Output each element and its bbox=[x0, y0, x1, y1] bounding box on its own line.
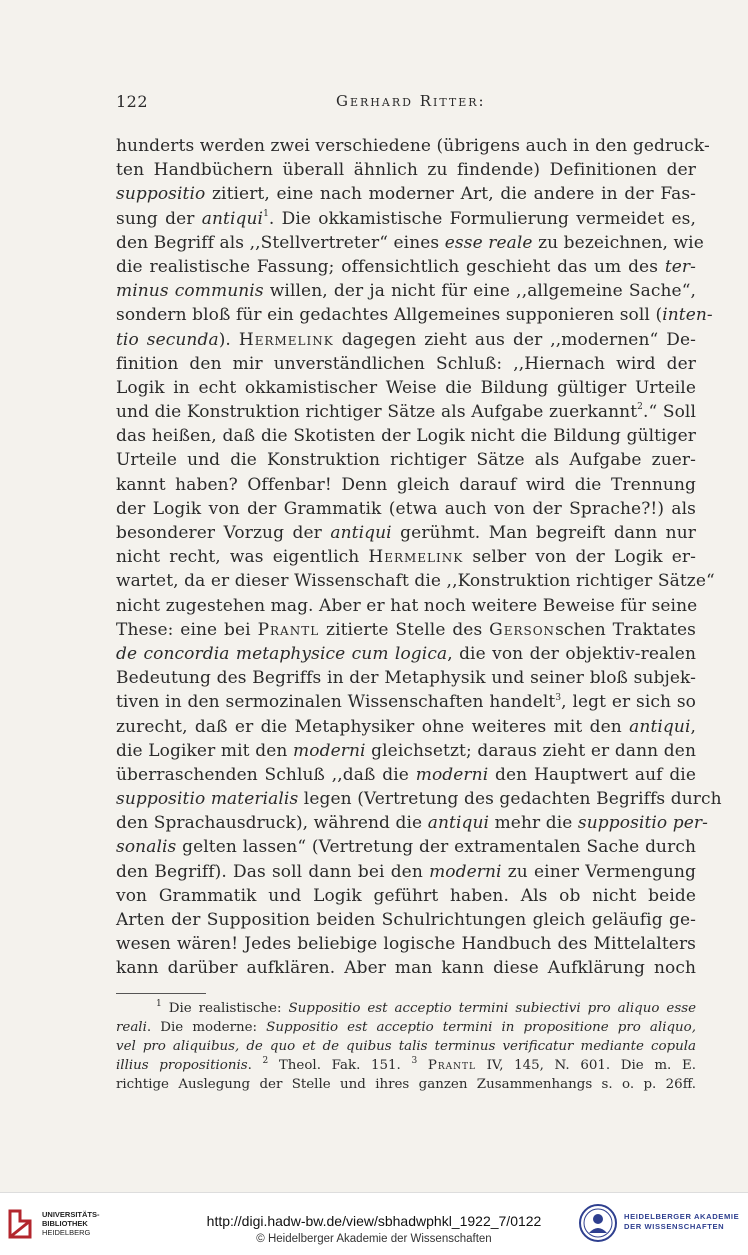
text-run: . Die okkamistische Formulierung vermeidet es, bbox=[268, 208, 697, 229]
text-run: das heißen, daß die Skotisten der Logik nicht die Bildung gültiger bbox=[116, 426, 696, 447]
text-run: zu einer Vermengung bbox=[501, 861, 696, 882]
text-run: den Hauptwert auf die bbox=[488, 764, 696, 785]
text-run: ). bbox=[218, 329, 239, 350]
footnote-line bbox=[116, 999, 696, 1018]
body-line bbox=[116, 739, 696, 763]
text-run: inten- bbox=[662, 305, 713, 326]
footnote-marker: 2 bbox=[262, 1055, 269, 1066]
text-run: die Logiker mit den bbox=[116, 740, 294, 761]
text-run: von Grammatik und Logik geführt haben. Als ob nicht beide bbox=[116, 885, 696, 906]
copyright-notice: © Heidelberger Akademie der Wissenschaften bbox=[256, 1233, 492, 1245]
body-line bbox=[116, 207, 696, 231]
text-run: Theol. Fak. 151. bbox=[268, 1058, 412, 1073]
text-run: moderni bbox=[293, 740, 366, 761]
text-run: und die Konstruktion richtiger Sätze als Aufgabe zuerkannt bbox=[116, 402, 638, 423]
text-run: esse reale bbox=[444, 232, 533, 253]
hadw-line-1: HEIDELBERGER AKADEMIE bbox=[624, 1212, 740, 1221]
text-run: reali bbox=[116, 1020, 147, 1035]
text-run: . bbox=[247, 1058, 263, 1073]
text-run: nicht recht, was eigentlich bbox=[116, 547, 369, 568]
text-run: moderni bbox=[429, 861, 502, 882]
body-line bbox=[116, 448, 696, 472]
text-run: antiqui bbox=[427, 813, 490, 834]
body-line bbox=[116, 328, 696, 352]
text-run: Gerson bbox=[489, 619, 556, 640]
text-run: tio secunda bbox=[116, 329, 219, 350]
footnote-line bbox=[116, 1018, 696, 1037]
text-run: suppositio materialis bbox=[116, 789, 299, 810]
text-run: mehr die bbox=[489, 813, 578, 834]
text-run: ten Handbüchern überall ähnlich zu findende) Definitionen der bbox=[116, 160, 696, 181]
text-run: dagegen zieht aus der ,,modernen“ De- bbox=[333, 329, 696, 350]
text-run: nicht zugestehen mag. Aber er hat noch weitere Beweise für seine bbox=[116, 595, 698, 616]
footnote-marker: 2 bbox=[637, 402, 643, 413]
text-run: finition den mir unverständlichen Schluß: ,,Hiernach wird der bbox=[116, 353, 696, 374]
text-run: suppositio bbox=[116, 184, 206, 205]
body-line bbox=[116, 255, 696, 279]
footnote-line bbox=[116, 1075, 696, 1094]
text-run: Hermelink bbox=[368, 547, 464, 568]
body-line bbox=[116, 376, 696, 400]
text-run: Hermelink bbox=[238, 329, 334, 350]
text-run: tiven in den sermozinalen Wissenschaften handelt bbox=[116, 692, 556, 713]
body-line bbox=[116, 182, 696, 206]
text-run: Logik in echt okkamistischer Weise die Bildung gültiger Urteile bbox=[116, 377, 696, 398]
academy-seal-icon[interactable] bbox=[578, 1203, 618, 1243]
body-line bbox=[116, 932, 696, 956]
text-run: antiqui bbox=[201, 208, 264, 229]
viewer-footer bbox=[0, 1192, 748, 1255]
text-run: Arten der Supposition beiden Schulrichtungen gleich geläufig ge- bbox=[116, 910, 696, 930]
body-line bbox=[116, 690, 696, 714]
text-run: Prantl bbox=[257, 619, 320, 640]
text-run: . Die moderne: bbox=[146, 1020, 267, 1035]
body-line bbox=[116, 642, 696, 666]
footnotes bbox=[116, 999, 696, 1094]
body-line bbox=[116, 811, 708, 835]
text-run: wesen wären! Jedes beliebige logische Handbuch des Mittelalters bbox=[116, 934, 696, 955]
text-run: antiqui bbox=[629, 716, 691, 737]
body-line bbox=[116, 521, 696, 545]
body-line bbox=[116, 569, 715, 593]
body-line bbox=[116, 279, 696, 303]
text-run: den Sprachausdruck), während die bbox=[116, 813, 428, 834]
text-run: zurecht, daß er die Metaphysiker ohne weiteres mit den bbox=[116, 716, 630, 737]
ub-line-1: UNIVERSITÄTS- bbox=[42, 1210, 100, 1219]
footnote-marker: 3 bbox=[411, 1055, 418, 1066]
text-run: den Begriff). Das soll dann bei den bbox=[116, 861, 430, 882]
footnote-line bbox=[116, 1056, 696, 1075]
footnote-line bbox=[116, 1037, 696, 1056]
body-line bbox=[116, 763, 696, 787]
body-line bbox=[116, 618, 696, 642]
body-line bbox=[116, 424, 696, 448]
text-run: sondern bloß für ein gedachtes Allgemeines supponieren soll ( bbox=[116, 305, 663, 326]
text-run: zu bezeichnen, wie bbox=[532, 232, 704, 253]
text-run: kannt haben? Offenbar! Denn gleich darauf wird die Trennung bbox=[116, 474, 696, 495]
text-run: schen Traktates bbox=[555, 619, 696, 640]
text-run: legen (Vertretung des gedachten Begriffs durch bbox=[298, 789, 722, 810]
body-line bbox=[116, 303, 713, 327]
text-run: Suppositio est acceptio termini in propositione pro aliquo, bbox=[266, 1020, 696, 1035]
body-line bbox=[116, 158, 696, 182]
text-run: Urteile und die Konstruktion richtiger Sätze als Aufgabe zuer- bbox=[116, 450, 696, 471]
text-run: gelten lassen“ (Vertretung der extramentalen Sache durch bbox=[176, 837, 696, 858]
body-line bbox=[116, 787, 722, 811]
text-run: ter- bbox=[664, 256, 696, 277]
text-run: gleichsetzt; daraus zieht er dann den bbox=[365, 740, 696, 761]
body-line bbox=[116, 352, 696, 376]
text-run: suppositio per- bbox=[577, 813, 708, 834]
text-run: zitiert, eine nach moderner Art, die andere in der Fas- bbox=[205, 184, 696, 205]
text-run: moderni bbox=[415, 764, 489, 785]
text-run: .“ Soll bbox=[642, 402, 696, 423]
body-line bbox=[116, 715, 696, 739]
footnote-rule bbox=[116, 993, 206, 994]
text-run: kann darüber aufklären. Aber man kann diese Aufklärung noch bbox=[116, 958, 696, 979]
running-head: Gerhard Ritter: bbox=[336, 92, 486, 110]
body-line bbox=[116, 473, 696, 497]
text-run: vel pro aliquibus, de quo et de quibus talis terminus verificatur mediante copula bbox=[116, 1039, 696, 1054]
text-run: sonalis bbox=[116, 837, 177, 858]
text-run: illius propositionis bbox=[116, 1058, 248, 1073]
body-line bbox=[116, 545, 696, 569]
text-run: selber von der Logik er- bbox=[463, 547, 696, 568]
text-run bbox=[417, 1058, 428, 1073]
text-run: überraschenden Schluß ,,daß die bbox=[116, 764, 416, 785]
page-number: 122 bbox=[116, 92, 149, 111]
footnote-marker: 3 bbox=[555, 692, 562, 703]
body-line bbox=[116, 956, 696, 980]
hadw-label[interactable] bbox=[624, 1212, 739, 1232]
body-line bbox=[116, 666, 696, 690]
text-run: der Logik von der Grammatik (etwa auch von der Sprache?!) als bbox=[116, 498, 696, 519]
page-url-link[interactable]: http://digi.hadw-bw.de/view/sbhadwphkl_1922_7/0122 bbox=[206, 1213, 542, 1229]
body-line bbox=[116, 497, 696, 521]
text-run: besonderer Vorzug der bbox=[116, 523, 331, 543]
text-run: wartet, da er dieser Wissenschaft die ,,Konstruktion richtiger Sätze“ bbox=[116, 571, 715, 592]
footnote-marker: 1 bbox=[156, 998, 162, 1009]
body-line bbox=[116, 400, 696, 424]
text-run: , legt er sich so bbox=[561, 692, 696, 713]
text-run: Suppositio est acceptio termini subiectivi pro aliquo esse bbox=[288, 1001, 697, 1016]
text-run: IV, 145, N. 601. Die m. E. bbox=[475, 1058, 696, 1073]
body-line bbox=[116, 594, 696, 618]
hadw-line-2: DER WISSENSCHAFTEN bbox=[624, 1222, 725, 1231]
text-run: , die von der objektiv-realen bbox=[447, 643, 696, 664]
body-line bbox=[116, 908, 696, 932]
text-run: de concordia metaphysice cum logica bbox=[116, 643, 448, 664]
text-run: , bbox=[690, 716, 696, 737]
ub-line-2: BIBLIOTHEK bbox=[42, 1219, 88, 1228]
footnote-marker: 1 bbox=[263, 208, 269, 219]
text-run: willen, der ja nicht für eine ,,allgemeine Sache“, bbox=[263, 281, 696, 302]
text-run: Die realistische: bbox=[161, 1001, 289, 1016]
text-run: gerühmt. Man begreift dann nur bbox=[391, 523, 697, 543]
text-run: den Begriff als ,,Stellvertreter“ eines bbox=[116, 232, 445, 253]
text-run: Prantl bbox=[427, 1058, 476, 1073]
text-run: antiqui bbox=[330, 523, 392, 543]
body-line bbox=[116, 835, 696, 859]
body-line bbox=[116, 884, 696, 908]
page-header bbox=[116, 92, 696, 116]
body-line bbox=[116, 134, 710, 158]
text-run: These: eine bei bbox=[116, 619, 258, 640]
body-line bbox=[116, 231, 704, 255]
body-line bbox=[116, 860, 696, 884]
ub-line-3: HEIDELBERG bbox=[42, 1228, 91, 1237]
text-run: Bedeutung des Begriffs in der Metaphysik und seiner bloß subjek- bbox=[116, 668, 696, 689]
text-run: zitierte Stelle des bbox=[319, 619, 490, 640]
body-text bbox=[116, 134, 722, 981]
text-run: minus communis bbox=[116, 281, 264, 302]
text-run: hunderts werden zwei verschiedene (übrigens auch in den gedruck- bbox=[116, 136, 710, 156]
text-run: die realistische Fassung; offensichtlich geschieht das um des bbox=[116, 256, 665, 277]
text-run: sung der bbox=[116, 208, 202, 229]
text-run: richtige Auslegung der Stelle und ihres ganzen Zusammenhangs s. o. p. 26ff. bbox=[116, 1077, 696, 1092]
